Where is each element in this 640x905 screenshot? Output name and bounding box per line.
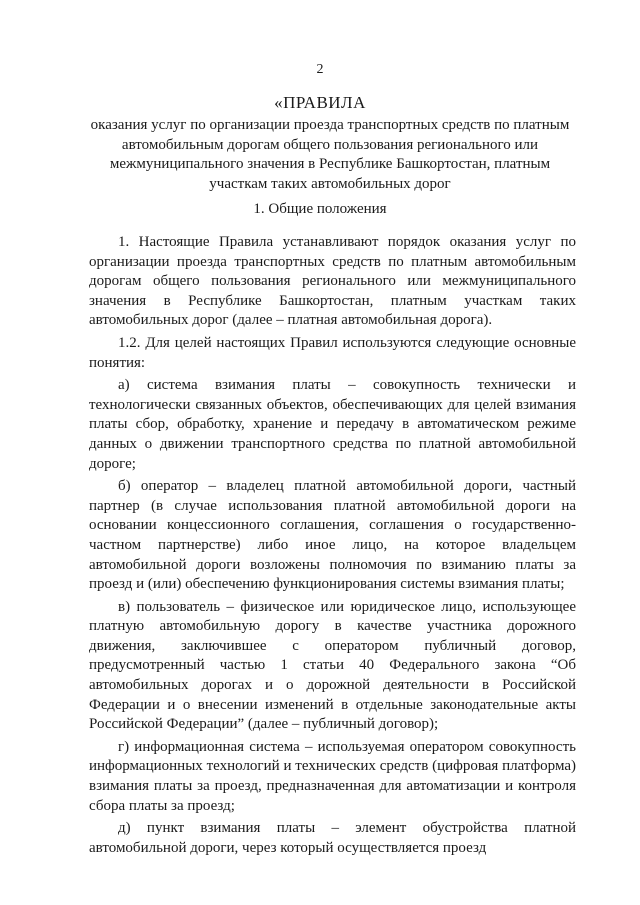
paragraph-d: д) пункт взимания платы – элемент обустройства платной автомобильной дороги, через который осуществляется проезд <box>89 820 576 856</box>
paragraph-1-2: 1.2. Для целей настоящих Правил используются следующие основные понятия: <box>89 334 576 371</box>
paragraph-v: в) пользователь – физическое или юридическое лицо, использующее платную автомобильную дорогу в качестве участника дорожного движения, заключившее с оператором публичный договор, предусмотренный частью 1 статьи 40 Федерального закона “Об автомобильных дорогах и о дорожной деятельности в Российской Федерации и о внесении изменений в отдельные законодательные акты Российской Федерации” (далее – публичный договор); <box>89 598 576 733</box>
paragraph-b: б) оператор – владелец платной автомобильной дороги, частный партнер (в случае использования платной автомобильной дороги на основании концессионного соглашения, соглашения о государственно-частном партнерстве) либо иное лицо, на которое владельцем автомобильной дороги возложены полномочия по взиманию платы за проезд и (или) обеспечению функционирования системы взимания платы; <box>89 478 576 593</box>
body-text <box>89 233 576 861</box>
document-title: «ПРАВИЛА <box>274 93 366 112</box>
paragraph-1: 1. Настоящие Правила устанавливают порядок оказания услуг по организации проезда транспортных средств по платным автомобильным дорогам общего пользования регионального или межмуниципального значения в Республике Башкортостан, платным участкам таких автомобильных дорог (далее – платная автомобильная дорога). <box>89 234 576 329</box>
document-subtitle: оказания услуг по организации проезда транспортных средств по платным автомобильным дорогам общего пользования регионального или межмуниципального значения в Республике Башкортостан, платным участкам таких автомобильных дорог <box>90 117 570 192</box>
section-heading: 1. Общие положения <box>253 201 387 217</box>
paragraph-a: а) система взимания платы – совокупность технически и технологически связанных объектов, обеспечивающих для целей взимания платы сбор, обработку, хранение и передачу в автоматическом режиме данных о движении транспортного средства по платной автомобильной дороге; <box>89 377 576 472</box>
paragraph-g: г) информационная система – используемая оператором совокупность информационных технологий и технических средств (цифровая платформа) взимания платы за проезд, предназначенная для автоматизации и контроля сбора платы за проезд; <box>89 738 576 814</box>
page-number: 2 <box>316 62 324 77</box>
